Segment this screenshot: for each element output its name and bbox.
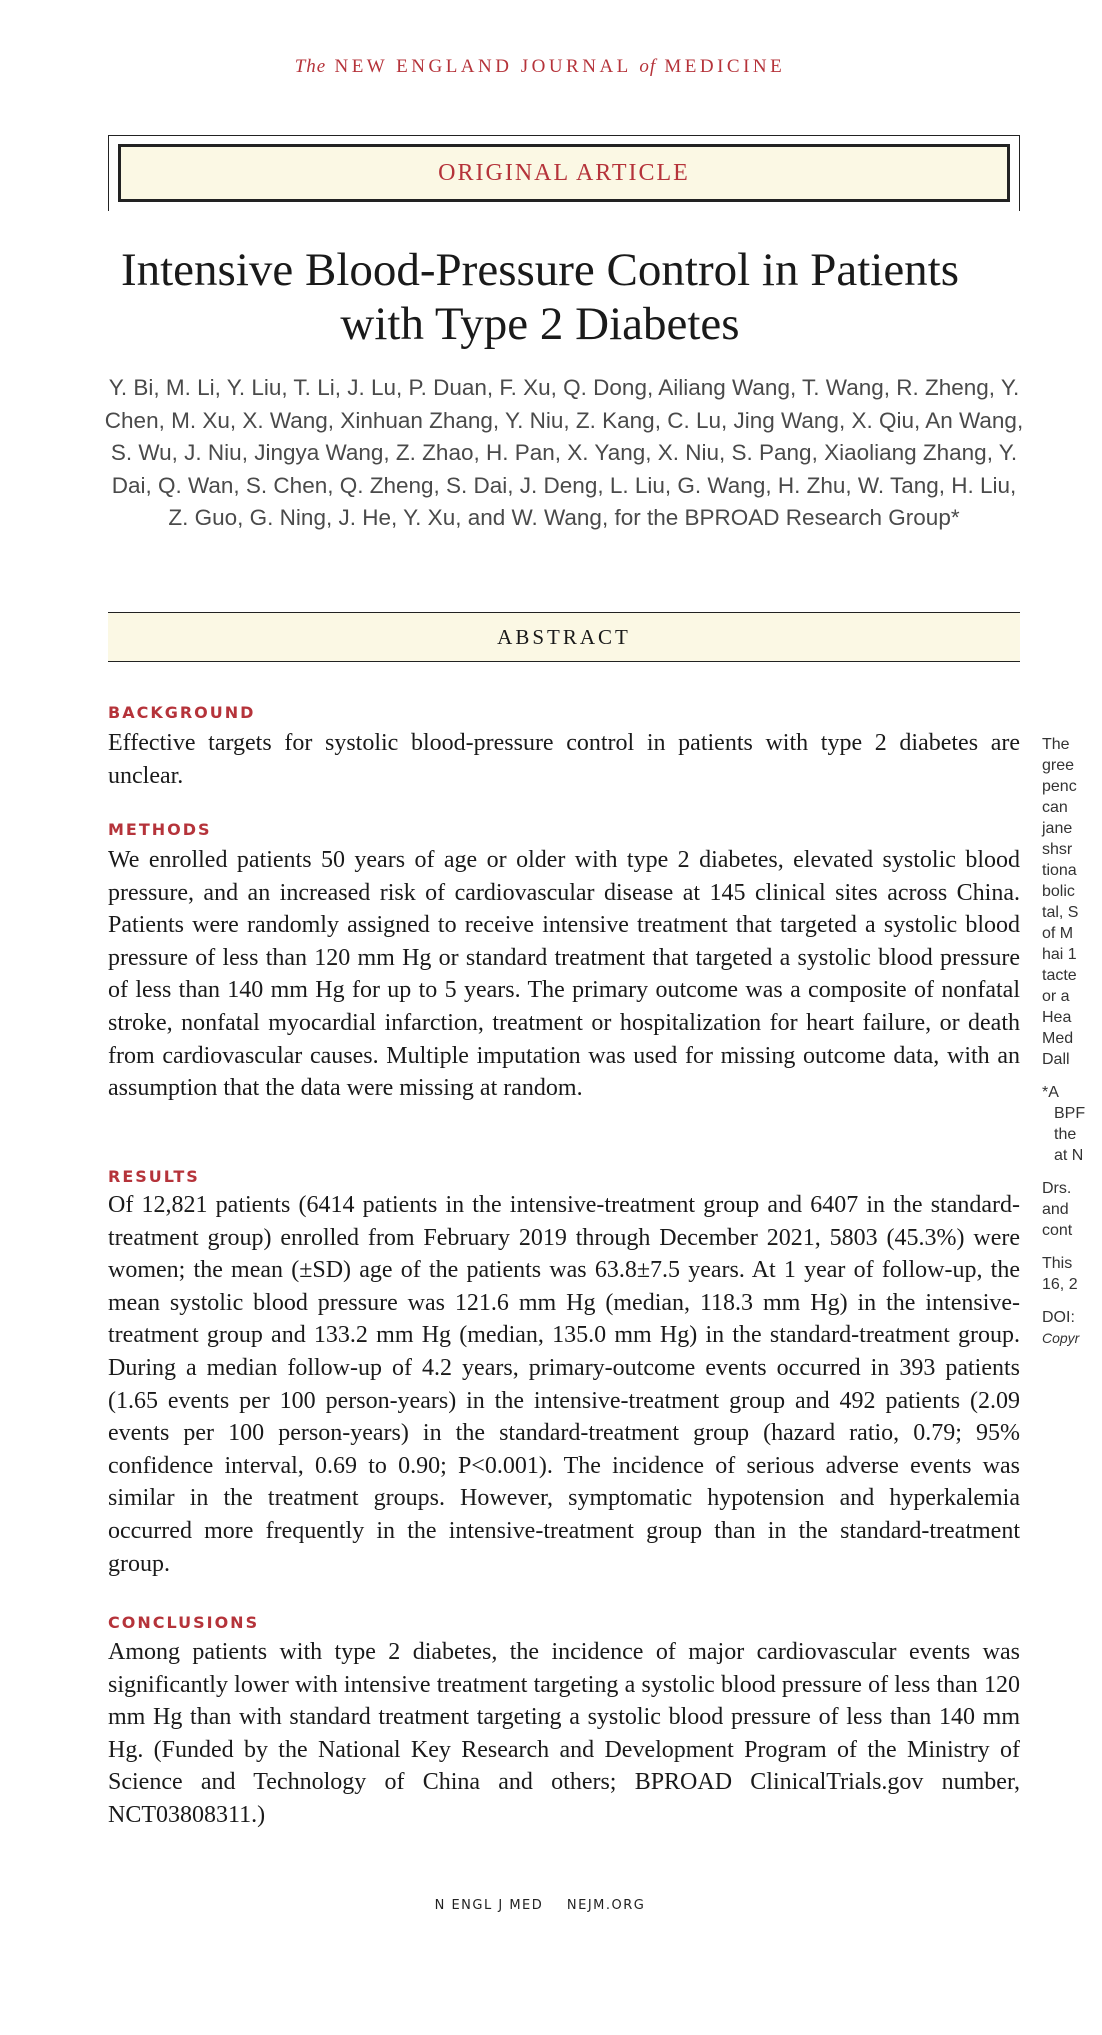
side-note-line: penc <box>1042 778 1077 795</box>
side-note-line: Med <box>1042 1030 1074 1047</box>
conclusions-heading: CONCLUSIONS <box>108 1613 260 1632</box>
side-note-line: can <box>1042 799 1068 816</box>
journal-the: The <box>294 56 327 77</box>
side-note-line: and <box>1042 1201 1069 1218</box>
background-text: Effective targets for systolic blood-pressure control in patients with type 2 diabetes are unclear. <box>108 730 1020 789</box>
article-type-label: ORIGINAL ARTICLE <box>118 144 1010 202</box>
journal-of: of <box>639 56 657 77</box>
side-note-line: or a <box>1042 988 1070 1005</box>
side-note-line: hai 1 <box>1042 946 1077 963</box>
conclusions-text: Among patients with type 2 diabetes, the incidence of major cardiovascular events was significantly lower with intensive treatment targeting a systolic blood pressure of less than 120 mm Hg than with standard treatment targeting a systolic blood pressure of less than 140 mm Hg. (Funded by the National Key Research and Development Program of the Ministry of Science and Technology of China and others; BPROAD ClinicalTrials.gov number, NCT03808311.) <box>108 1639 1020 1828</box>
side-note-line: The <box>1042 736 1070 753</box>
article-title-line-1: Intensive Blood-Pressure Control in Patients <box>120 244 960 296</box>
side-note-line: 16, 2 <box>1042 1276 1078 1293</box>
side-note-line: Dall <box>1042 1051 1070 1068</box>
results-heading: RESULTS <box>108 1167 200 1186</box>
journal-name-a: NEW ENGLAND JOURNAL <box>334 56 632 77</box>
side-note-line: tal, S <box>1042 904 1079 921</box>
author-list: Y. Bi, M. Li, Y. Liu, T. Li, J. Lu, P. Duan, F. Xu, Q. Dong, Ailiang Wang, T. Wang, R. Zheng, Y. Chen, M. Xu, X. Wang, Xinhuan Zhang, Y. Niu, Z. Kang, C. Lu, Jing Wang, X. Qiu, An Wang, S. Wu, J. Niu, Jingya Wang, Z. Zhao, H. Pan, X. Yang, X. Niu, S. Pang, Xiaoliang Zhang, Y. Dai, Q. Wan, S. Chen, Q. Zheng, S. Dai, J. Deng, L. Liu, G. Wang, H. Zhu, W. Tang, H. Liu, Z. Guo, G. Ning, J. He, Y. Xu, and W. Wang, for the BPROAD Research Group* <box>104 375 1024 531</box>
journal-header <box>0 56 1080 78</box>
side-note-line: Hea <box>1042 1009 1072 1026</box>
side-note-line: This <box>1042 1255 1073 1272</box>
methods-heading: METHODS <box>108 820 212 839</box>
article-type-frame <box>108 135 1020 211</box>
article-title-line-2: with Type 2 Diabetes <box>340 298 740 350</box>
results-text: Of 12,821 patients (6414 patients in the intensive-treatment group and 6407 in the standard-treatment group) enrolled from February 2019 through December 2021, 5803 (45.3%) were women; the mean (±SD) age of the patients was 63.8±7.5 years. At 1 year of follow-up, the mean systolic blood pressure was 121.6 mm Hg (median, 118.3 mm Hg) in the intensive-treatment group and 133.2 mm Hg (median, 135.0 mm Hg) in the standard-treatment group. During a median follow-up of 4.2 years, primary-outcome events occurred in 393 patients (1.65 events per 100 person-years) in the intensive-treatment group and 492 patients (2.09 events per 100 person-years) in the standard-treatment group (hazard ratio, 0.79; 95% confidence interval, 0.69 to 0.90; P<0.001). The incidence of serious adverse events was similar in the treatment groups. However, symptomatic hypotension and hyperkalemia occurred more frequently in the intensive-treatment group than in the standard-treatment group. <box>108 1192 1020 1577</box>
side-note-line: Drs. <box>1042 1180 1072 1197</box>
side-note-line: bolic <box>1042 883 1075 900</box>
page-footer <box>0 1898 1080 1913</box>
side-note-line: the <box>1054 1126 1077 1143</box>
side-note-line: BPF <box>1054 1105 1086 1122</box>
side-note-line: jane <box>1042 820 1073 837</box>
abstract-heading: ABSTRACT <box>108 612 1020 662</box>
side-note-line: shsr <box>1042 841 1073 858</box>
side-note-line: at N <box>1054 1147 1084 1164</box>
side-note-line: *A <box>1042 1084 1059 1101</box>
methods-text: We enrolled patients 50 years of age or older with type 2 diabetes, elevated systolic blood pressure, and an increased risk of cardiovascular disease at 145 clinical sites across China. Patients were randomly assigned to receive intensive treatment that targeted a systolic blood pressure of less than 120 mm Hg or standard treatment that targeted a systolic blood pressure of less than 140 mm Hg for up to 5 years. The primary outcome was a composite of nonfatal stroke, nonfatal myocardial infarction, treatment or hospitalization for heart failure, or death from cardiovascular causes. Multiple imputation was used for missing outcome data, with an assumption that the data were missing at random. <box>108 847 1020 1102</box>
footer-journal-abbrev: N ENGL J MED <box>434 1898 544 1913</box>
background-heading: BACKGROUND <box>108 703 256 722</box>
journal-name-b: MEDICINE <box>664 56 786 77</box>
side-notes-column <box>1042 734 1102 1349</box>
side-note-line: of M <box>1042 925 1074 942</box>
side-note-line: tacte <box>1042 967 1077 984</box>
side-note-line: tiona <box>1042 862 1077 879</box>
copyright-label: Copyr <box>1042 1330 1080 1346</box>
footer-website: NEJM.ORG <box>566 1898 646 1913</box>
side-note-line: cont <box>1042 1222 1073 1239</box>
side-note-line: gree <box>1042 757 1075 774</box>
doi-label: DOI: <box>1042 1309 1075 1326</box>
article-title <box>60 243 1020 351</box>
